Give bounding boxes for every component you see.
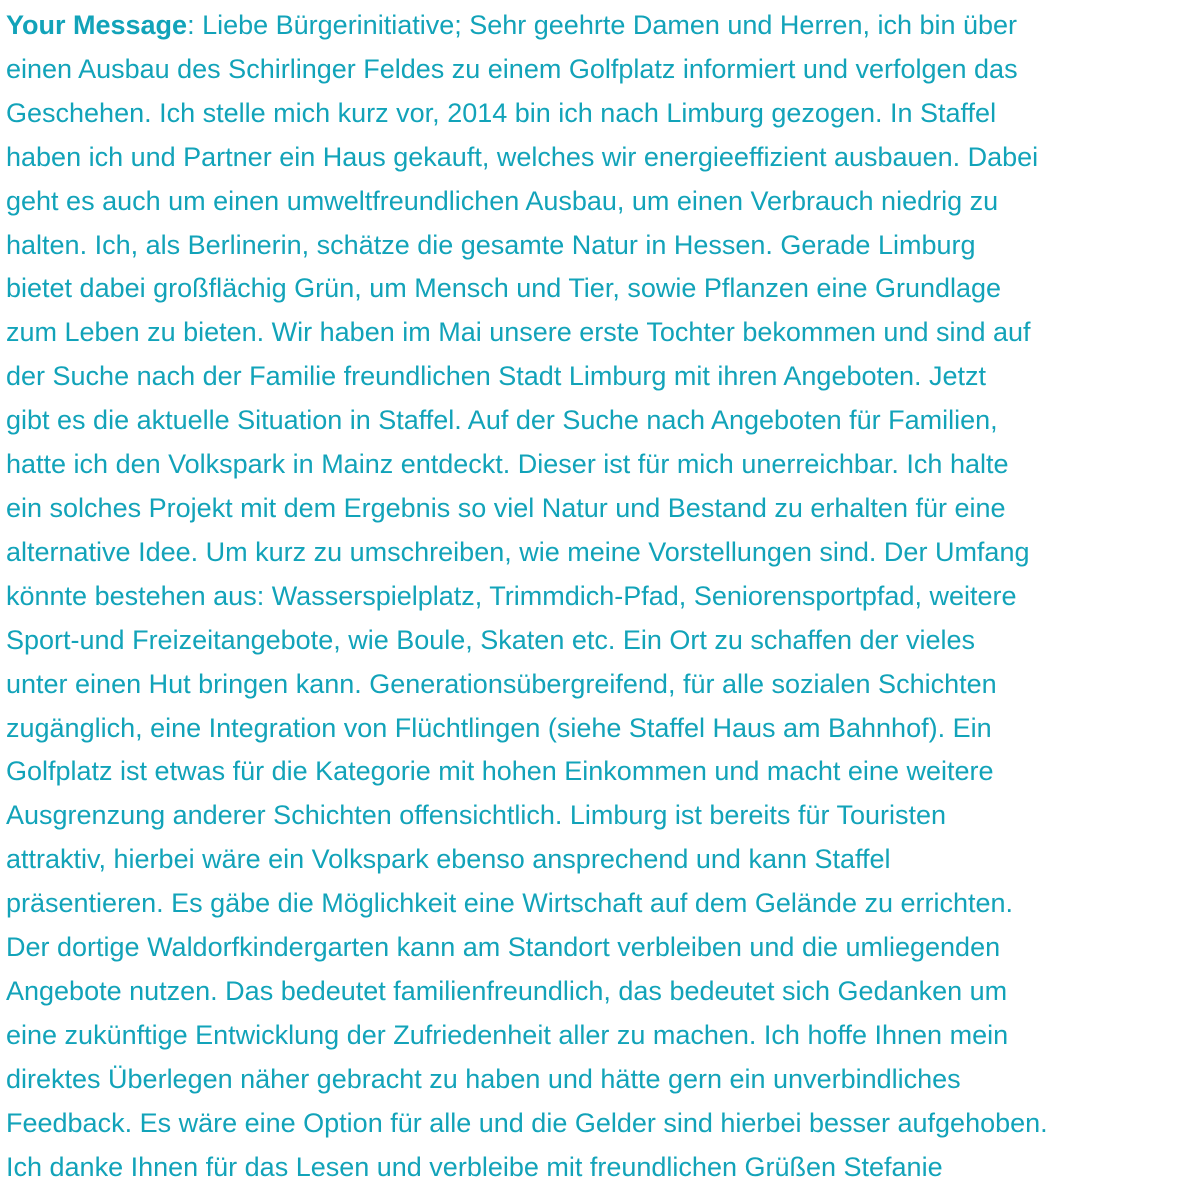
message-line: Feedback. Es wäre eine Option für alle und die Gelder sind hierbei besser aufgehoben.: [6, 1107, 1048, 1138]
message-line: alternative Idee. Um kurz zu umschreiben, wie meine Vorstellungen sind. Der Umfang: [6, 536, 1030, 567]
message-line: könnte bestehen aus: Wasserspielplatz, Trimmdich-Pfad, Seniorensportpfad, weitere: [6, 580, 1017, 611]
message-first-line: [6, 4, 1194, 48]
message-line: Golfplatz ist etwas für die Kategorie mit hohen Einkommen und macht eine weitere: [6, 756, 994, 787]
message-line: hatte ich den Volkspark in Mainz entdeckt. Dieser ist für mich unerreichbar. Ich halte: [6, 449, 1009, 480]
message-line: gibt es die aktuelle Situation in Staffel. Auf der Suche nach Angeboten für Familien,: [6, 405, 998, 436]
message-line: Der dortige Waldorfkindergarten kann am Standort verbleiben und die umliegenden: [6, 932, 1001, 963]
message-line: Geschehen. Ich stelle mich kurz vor, 2014 bin ich nach Limburg gezogen. In Staffel: [6, 97, 997, 128]
message-text-start: : Liebe Bürgerinitiative; Sehr geehrte Damen und Herren, ich bin über: [187, 10, 1018, 40]
message-line: der Suche nach der Familie freundlichen Stadt Limburg mit ihren Angeboten. Jetzt: [6, 361, 987, 392]
message-line: eine zukünftige Entwicklung der Zufriedenheit aller zu machen. Ich hoffe Ihnen mein: [6, 1019, 1009, 1050]
message-line: geht es auch um einen umweltfreundlichen Ausbau, um einen Verbrauch niedrig zu: [6, 185, 999, 216]
message-line: zum Leben zu bieten. Wir haben im Mai unsere erste Tochter bekommen und sind auf: [6, 317, 1031, 348]
message-line: einen Ausbau des Schirlinger Feldes zu einem Golfplatz informiert und verfolgen das: [6, 53, 1018, 84]
message-line: unter einen Hut bringen kann. Generationsübergreifend, für alle sozialen Schichten: [6, 668, 997, 699]
message-label: Your Message: [6, 10, 188, 40]
message-line: direktes Überlegen näher gebracht zu haben und hätte gern ein unverbindliches: [6, 1063, 961, 1094]
message-line: Sport-und Freizeitangebote, wie Boule, Skaten etc. Ein Ort zu schaffen der vieles: [6, 624, 976, 655]
message-line: Ausgrenzung anderer Schichten offensichtlich. Limburg ist bereits für Touristen: [6, 800, 947, 831]
message-line: halten. Ich, als Berlinerin, schätze die gesamte Natur in Hessen. Gerade Limburg: [6, 229, 976, 260]
message-line: Angebote nutzen. Das bedeutet familienfreundlich, das bedeutet sich Gedanken um: [6, 975, 1008, 1006]
message-line: Ich danke Ihnen für das Lesen und verbleibe mit freundlichen Grüßen Stefanie: [6, 1151, 943, 1182]
message-line: präsentieren. Es gäbe die Möglichkeit eine Wirtschaft auf dem Gelände zu errichten.: [6, 888, 1014, 919]
message-line: zugänglich, eine Integration von Flüchtlingen (siehe Staffel Haus am Bahnhof). Ein: [6, 712, 992, 743]
message-line: attraktiv, hierbei wäre ein Volkspark ebenso ansprechend und kann Staffel: [6, 844, 891, 875]
message-line: bietet dabei großflächig Grün, um Mensch und Tier, sowie Pflanzen eine Grundlage: [6, 273, 1002, 304]
message-line: ein solches Projekt mit dem Ergebnis so viel Natur und Bestand zu erhalten für eine: [6, 492, 1006, 523]
message-line: haben ich und Partner ein Haus gekauft, welches wir energieeffizient ausbauen. Dabei: [6, 141, 1039, 172]
